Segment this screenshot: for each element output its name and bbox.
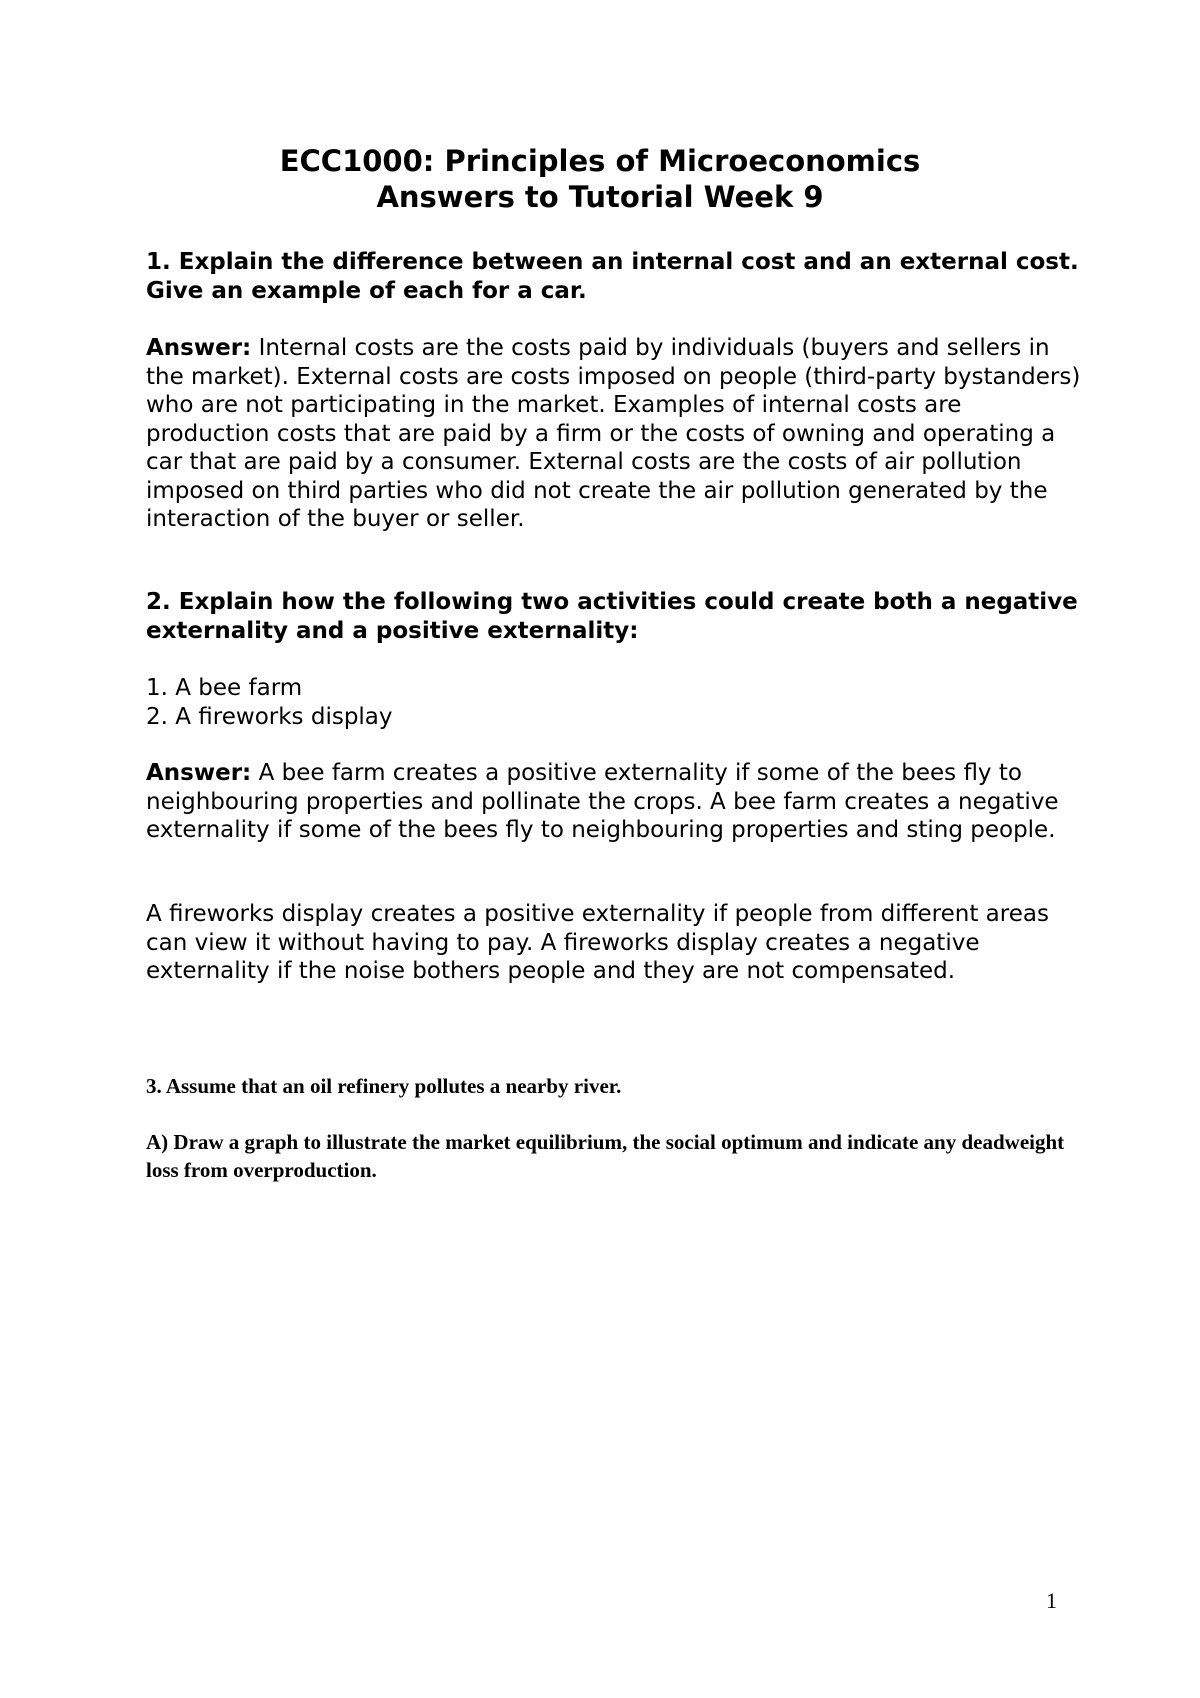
question-3: [146, 1072, 1086, 1100]
question-2-list: [146, 674, 1086, 731]
title-line-tutorial: Answers to Tutorial Week 9: [376, 180, 824, 214]
question-2-answer-continued: [146, 900, 1086, 986]
list-item: 2. A fireworks display: [146, 703, 393, 730]
question-1: [146, 248, 1086, 305]
question-1-heading: 1. Explain the difference between an internal cost and an external cost. Give an example of each for a car.: [146, 249, 1079, 304]
question-2-heading: 2. Explain how the following two activities could create both a negative externality and a positive externality:: [146, 589, 1078, 644]
answer-text: A fireworks display creates a positive externality if people from different areas can view it without having to pay. A fireworks display creates a negative externality if the noise bothers people and they are not compensated.: [146, 901, 1049, 984]
answer-label: Answer:: [146, 335, 252, 361]
answer-label: Answer:: [146, 760, 252, 786]
question-1-answer: [146, 334, 1086, 534]
answer-text: Internal costs are the costs paid by individuals (buyers and sellers in the market). External costs are costs imposed on people (third-party bystanders) who are not participating in the market. Examples of internal costs are production costs that are paid by a firm or the costs of owning and operating a car that are paid by a consumer. External costs are the costs of air pollution imposed on third parties who did not create the air pollution generated by the interaction of the buyer or seller.: [146, 335, 1081, 532]
question-3-part-a-text: A) Draw a graph to illustrate the market equilibrium, the social optimum and indicate any deadweight loss from overproduction.: [146, 1130, 1065, 1182]
question-3-part-a: [146, 1128, 1086, 1184]
question-3-heading: 3. Assume that an oil refinery pollutes a nearby river.: [146, 1074, 622, 1098]
title-line-course: ECC1000: Principles of Microeconomics: [279, 144, 921, 178]
document-title: [0, 143, 1200, 215]
list-item: 1. A bee farm: [146, 675, 303, 701]
question-2-answer: [146, 759, 1086, 845]
question-2: [146, 588, 1086, 645]
answer-text: A bee farm creates a positive externality if some of the bees fly to neighbouring properties and pollinate the crops. A bee farm creates a negative externality if some of the bees fly to neighbouring properties and sting people.: [146, 760, 1059, 843]
page-number: 1: [1046, 1588, 1057, 1613]
